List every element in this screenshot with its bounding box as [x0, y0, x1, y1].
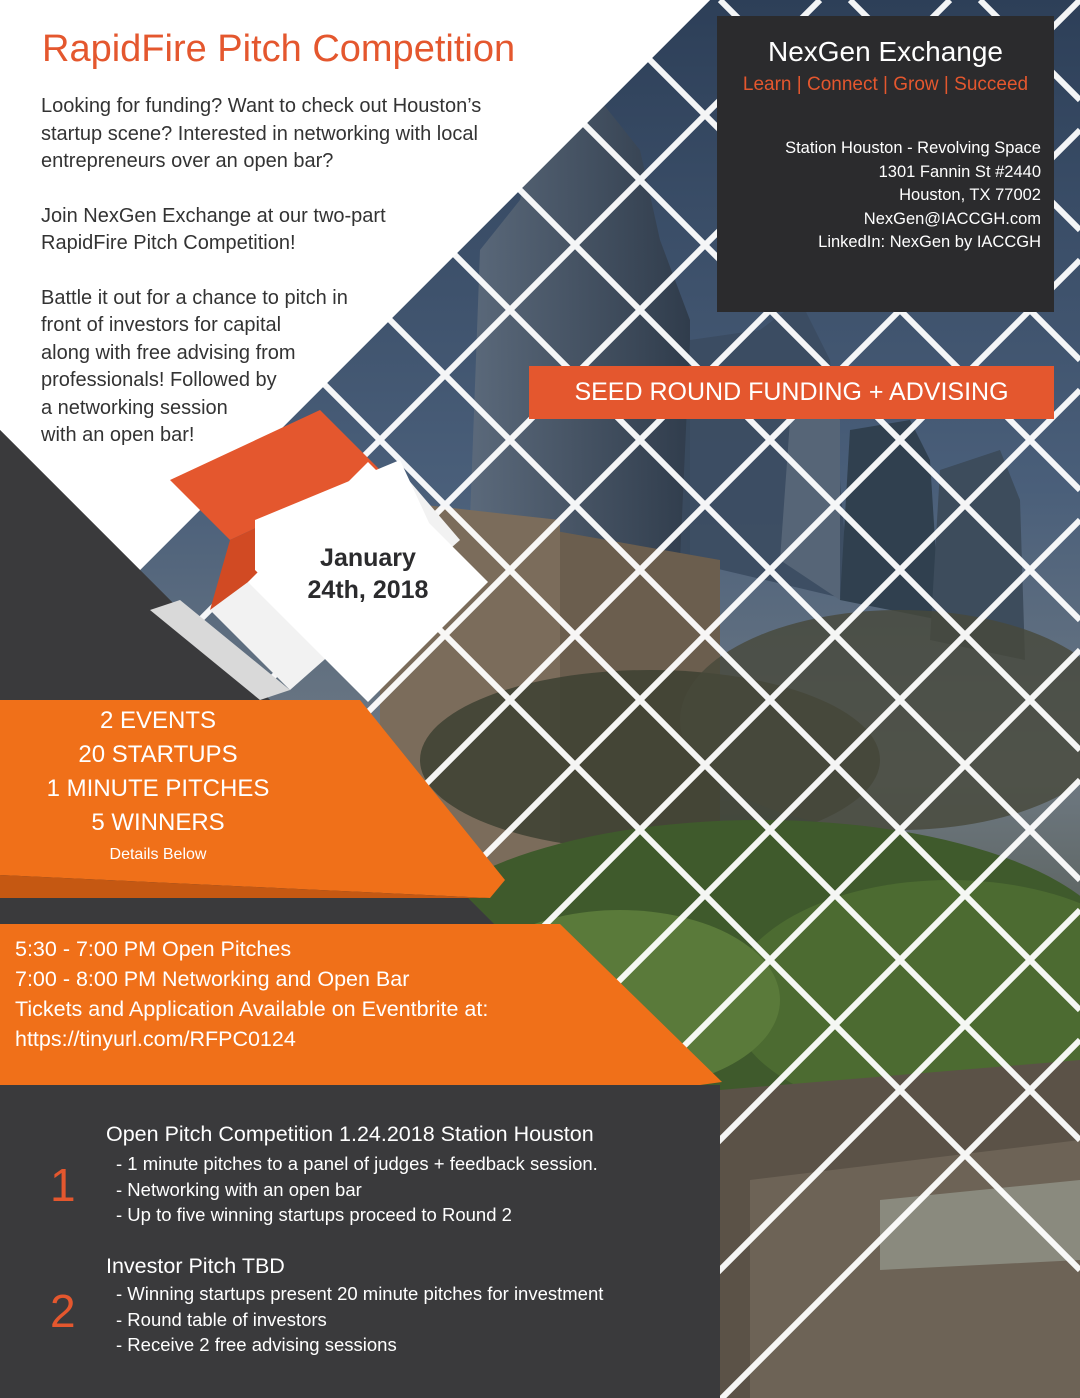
round-item: - Up to five winning startups proceed to Round 2 [116, 1204, 512, 1225]
round-1 [0, 1120, 700, 1230]
schedule-line: Tickets and Application Available on Eventbrite at: [15, 997, 489, 1021]
stat-pitches: 1 MINUTE PITCHES [46, 775, 270, 802]
round-item: - Winning startups present 20 minute pitches for investment [116, 1283, 604, 1304]
org-address-line: Houston, TX 77002 [899, 186, 1041, 204]
intro-line: along with free advising from [41, 341, 296, 364]
intro-line: Looking for funding? Want to check out Houston’s [41, 95, 482, 117]
date-line: 24th, 2018 [307, 576, 429, 604]
details-below: Details Below [109, 846, 207, 863]
intro-line: a networking session [41, 396, 228, 419]
intro-line: startup scene? Interested in networking with local [41, 122, 478, 145]
intro-line: front of investors for capital [41, 314, 282, 336]
round-title: Investor Pitch TBD [106, 1254, 285, 1278]
round-number: 1 [50, 1159, 76, 1211]
stat-winners: 5 WINNERS [91, 809, 225, 836]
date-line: January [320, 544, 416, 572]
intro-line: with an open bar! [41, 424, 195, 446]
intro-line: RapidFire Pitch Competition! [41, 232, 296, 254]
round-item: - Networking with an open bar [116, 1178, 362, 1200]
round-title: Open Pitch Competition 1.24.2018 Station Houston [106, 1122, 594, 1146]
schedule-line: 7:00 - 8:00 PM Networking and Open Bar [15, 967, 410, 991]
page-title: RapidFire Pitch Competition [42, 28, 516, 70]
stat-startups: 20 STARTUPS [78, 741, 238, 768]
intro-line: Join NexGen Exchange at our two-part [41, 204, 386, 227]
org-email: NexGen@IACCGH.com [863, 209, 1041, 228]
stat-events: 2 EVENTS [99, 707, 217, 734]
eventbrite-link[interactable]: https://tinyurl.com/RFPC0124 [15, 1027, 296, 1051]
round-item: - Round table of investors [116, 1308, 327, 1330]
schedule-line: 5:30 - 7:00 PM Open Pitches [15, 937, 292, 961]
org-linkedin: LinkedIn: NexGen by IACCGH [818, 233, 1041, 251]
intro-line: Battle it out for a chance to pitch in [41, 286, 348, 309]
intro-line: professionals! Followed by [41, 369, 277, 391]
stats-block [40, 704, 276, 868]
org-tagline: Learn | Connect | Grow | Succeed [742, 74, 1029, 95]
intro-line: entrepreneurs over an open bar? [41, 150, 334, 172]
org-name: NexGen Exchange [767, 36, 1004, 67]
round-item: - 1 minute pitches to a panel of judges + feedback session. [116, 1153, 598, 1174]
round-2 [0, 1252, 700, 1362]
org-address-line: 1301 Fannin St #2440 [878, 162, 1041, 181]
event-date [268, 542, 468, 606]
schedule-block [15, 934, 488, 1054]
intro-text [41, 93, 481, 450]
round-number: 2 [50, 1285, 76, 1337]
round-item: - Receive 2 free advising sessions [116, 1334, 397, 1355]
org-info-box [717, 16, 1054, 312]
org-address-line: Station Houston - Revolving Space [785, 139, 1041, 157]
seed-round-banner: SEED ROUND FUNDING + ADVISING [574, 378, 1009, 406]
